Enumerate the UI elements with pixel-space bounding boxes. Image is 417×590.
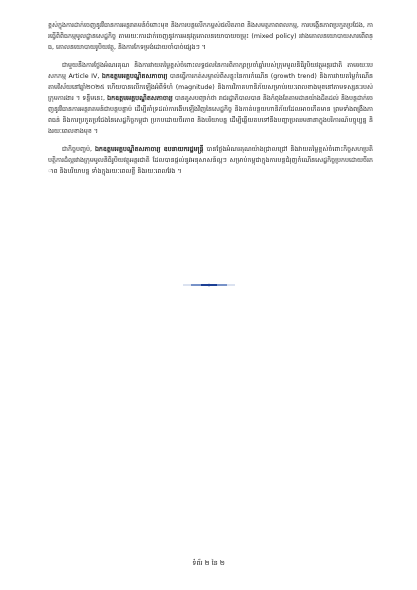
paragraph-2 (48, 60, 373, 137)
paragraph-3 (48, 144, 373, 177)
paragraph-2-text-b: បានធ្វើការកត់សម្គាល់ពីសន្ទុះនៃការកំណើន (growth trend) និងការវាយតម្លៃកំណើនតាមវិស័យនៅឆ្នាំ២០២៥ ហើយបានលើកឡើងអំពីទំហំ (magnitude) និងការវិភាគហានិភ័យសម្រាប់រយៈពេលខាងមុខនៅតាមទស្សនៈរបស់ក្រុមការងារ ។ ទន្ទឹមនេះ, (48, 73, 374, 102)
paragraph-2-text-a: ជាមួយនឹងការថ្លែងអំណរគុណ និងការវាយតម្លៃខ្ពស់ចំពោះលទ្ធផលនៃការពិភាក្សាប្រចាំឆ្នាំរបស់ក្រុមមូលនិធិរូបិយវត្ថុអន្តរជាតិ តាមរយៈបេសកកម្ម Article IV, (48, 62, 373, 80)
paragraph-3-text-a: ជាកិច្ចបញ្ចប់, (62, 146, 95, 153)
ornamental-divider (181, 282, 237, 288)
paragraph-2-bold-title-2: ឯកឧត្តមអគ្គបណ្ឌិតសភាចារ្យ (107, 95, 173, 102)
paragraph-3-bold-title: ឯកឧត្តមអគ្គបណ្ឌិតសភាចារ្យ ឧបនាយករដ្ឋមន្ត្រី (94, 146, 204, 153)
paragraph-1 (48, 20, 373, 53)
paragraph-1-text: ខ្ពស់ក្នុងការដាក់ចេញនូវវិធានការអន្តរាគមន៍ចំពោះមុខ និងការបន្តលើកកម្ពស់ផលិតភាព និងសមត្ថភាពពលកម្ម, ការបង្កើនភាពប្រកួតប្រជែង, ការធ្វើពិពិធកម្មមូលដ្ឋានសេដ្ឋកិច្ច តាមរយៈការដាក់ចេញនូវការអនុវត្តគោលនយោបាយចម្រុះ (mixed policy) រវាងគោលនយោបាយសារពើពន្ធ, គោលនយោបាយរូបិយវត្ថុ, និងការកែទម្រង់ដោយចាំបាច់ផ្សេងៗ ។ (48, 22, 373, 51)
paragraph-2-text-c: បានគូសបញ្ជាក់ថា រាជរដ្ឋាភិបាលបាន និងកំពុងតែតាមដានយ៉ាងដិតដល់ និងបន្តដាក់ចេញនូវវិធានការអន្តរាគមន៍ជាបន្តបន្ទាប់ ដើម្បីគាំទ្រដល់ការងើបឡើងវិញនៃសេដ្ឋកិច្ច និងកាត់បន្ថយហានិភ័យដែលអាចកើតមាន ព្រមទាំងពង្រឹងភាពធន់ និងការប្រកួតប្រជែងនៃសេដ្ឋកិច្ចកម្ពុជា ប្រកបដោយចីរភាព និងបរិយាបន្ន ដើម្បីឆ្លើយតបទៅនឹងបញ្ហាប្រឈមនានាក្នុងបរិការណ៍បច្ចុប្បន្ន និងរយៈពេលខាងមុខ ។ (48, 95, 373, 135)
paragraph-3-text-b: បានថ្លែងអំណរគុណយ៉ាងជ្រាលជ្រៅ និងវាយតម្លៃខ្ពស់ចំពោះកិច្ចសហប្រតិបត្តិការដ៏ល្អរវាងក្រុមមូលនិធិរូបិយវត្ថុអន្តរជាតិ ដែលបានផ្ដល់នូវអនុសាសន៍ល្អៗ សម្រាប់កម្ពុជាក្នុងការបន្តជំរុញកំណើនសេដ្ឋកិច្ចប្រកបដោយចីរភាព និងបរិយាបន្ន ទាំងក្នុងរយៈពេលខ្លី និងរយៈពេលវែង ។ (48, 146, 374, 175)
document-body (48, 20, 373, 184)
paragraph-2-bold-title-1: ឯកឧត្តមអគ្គបណ្ឌិតសភាចារ្យ (101, 73, 168, 80)
page-number: ទំព័រ ២ នៃ ២ (192, 559, 225, 567)
